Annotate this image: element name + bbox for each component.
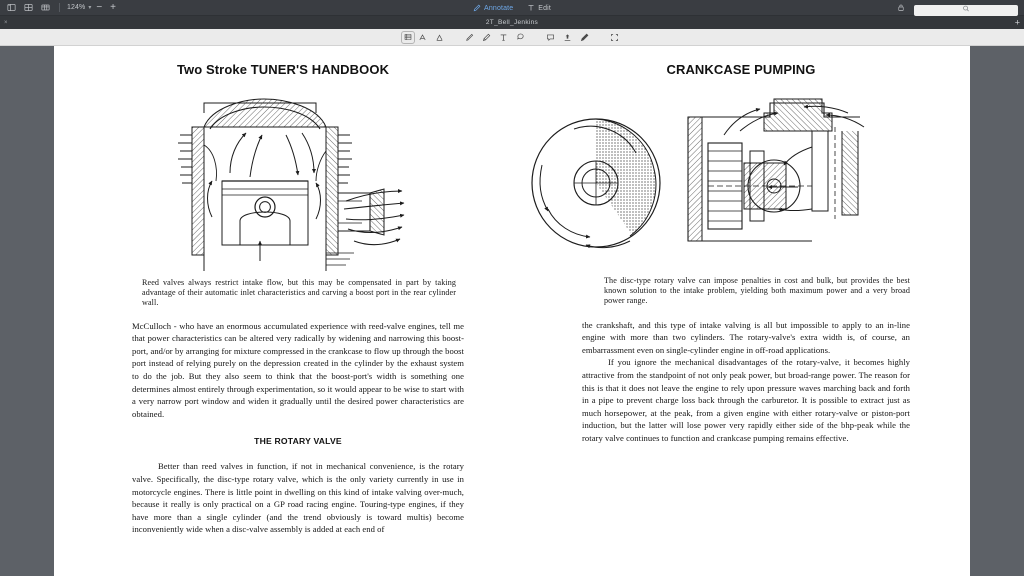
- pen-icon[interactable]: [461, 30, 478, 44]
- paragraph: the crankshaft, and this type of intake valving is all but impossible to apply to an in-line engine with more than two cylinders. The rotary-valve's extra width is, of course, an embarrassment even on single-cylinder engine in off-road applications.: [582, 319, 910, 355]
- highlighter-pen-icon[interactable]: [478, 30, 495, 44]
- grid-view-icon[interactable]: [21, 1, 36, 14]
- sidebar-toggle-icon[interactable]: [4, 1, 19, 14]
- document-canvas[interactable]: [0, 46, 1024, 576]
- page-spread: [54, 46, 970, 576]
- close-icon[interactable]: ×: [4, 19, 8, 26]
- shape-icon[interactable]: [512, 30, 529, 44]
- paragraph: McCulloch - who have an enormous accumulated experience with reed-valve engines, tell me that power characteristics can be altered very radically by widening and narrowing this boost-port, and/or by arranging for mixture compressed in the crankcase to flow up through the boost port instead of relying purely on the depression created in the cylinder by the exhaust system to do the job. But they also seem to think that the boost-port's width is something one determines almost entirely through experimentation, so it would appear to be wise to start with a very narrow port window and widen it gradually until the desired power characteristics are obtained.: [132, 320, 464, 419]
- document-tab-strip: [0, 16, 1024, 29]
- marker-icon[interactable]: [576, 30, 593, 44]
- tab-annotate[interactable]: [473, 4, 513, 12]
- share-lock-icon[interactable]: [893, 1, 908, 14]
- page-right-text-column: [512, 276, 970, 445]
- mode-tabs: [0, 0, 1024, 16]
- signature-icon[interactable]: [559, 30, 576, 44]
- page-right-header: CRANKCASE PUMPING: [666, 62, 816, 77]
- paragraph: If you ignore the mechanical disadvantages of the rotary-valve, it becomes highly attractive from the standpoint of not only peak power, but broad-range power. The reason for this is that it does not leave the engine to rely upon pressure waves marching back and forth in a pipe to prevent charge loss back through the carburetor. It is possible to extract just as much horsepower, at the peak, from a given engine with either rotary-valve or piston-port induction, but the latter will lose power very rapidly either side of the bhp-peak while the rotary valve continues to function and crankcase pumping remains effective.: [582, 357, 910, 443]
- search-field-wrapper: [914, 0, 1018, 17]
- note-comment-icon[interactable]: [542, 30, 559, 44]
- zoom-level-dropdown[interactable]: [66, 1, 91, 14]
- zoom-level-label: 124%: [67, 4, 86, 11]
- titlebar-right-group: [893, 0, 1024, 17]
- underline-text-icon[interactable]: [414, 30, 431, 44]
- fullscreen-icon[interactable]: [606, 30, 623, 44]
- figure-rotary-valve-crankcase: [512, 91, 970, 276]
- tab-edit[interactable]: [527, 4, 551, 12]
- page-left-header: Two Stroke TUNER'S HANDBOOK: [176, 62, 390, 77]
- search-input[interactable]: [914, 5, 1018, 16]
- strikethrough-text-icon[interactable]: [431, 30, 448, 44]
- window-titlebar: [0, 0, 1024, 16]
- tab-annotate-label: Annotate: [484, 4, 514, 12]
- annotation-toolbar: [0, 29, 1024, 46]
- text-cursor-icon: [527, 4, 535, 12]
- page-left[interactable]: [54, 46, 512, 576]
- two-page-view-icon[interactable]: [38, 1, 53, 14]
- chevron-down-icon: ▾: [88, 5, 92, 11]
- paragraph: Better than reed valves in function, if not in mechanical convenience, is the rotary valve. Specifically, the disc-type rotary valve, which is the only variety currently in use in motorcycle engines. There is little point in dwelling on this kind of intake valving over-much, because it really is only practical on a GP road racing engine. Touring-type engines, if they have more than a single cylinder (and the trend obviously is toward multis) become inconveniently wide when a disc-valve assembly is added at each end of: [132, 461, 464, 535]
- view-controls-group: [0, 1, 119, 14]
- figure-reed-valve-cylinder: [54, 85, 512, 278]
- text-box-icon[interactable]: [495, 30, 512, 44]
- figure-caption-right: The disc-type rotary valve can impose penalties in cost and bulk, but provides the best known solution to the intake problem, yielding both maximum power and a very broad power range.: [604, 276, 910, 306]
- document-title[interactable]: 2T_Bell_Jenkins: [485, 19, 539, 26]
- page-right[interactable]: [512, 46, 970, 576]
- toolbar-divider: [59, 3, 60, 12]
- zoom-out-button[interactable]: −: [96, 1, 103, 13]
- section-heading: THE ROTARY VALVE: [254, 436, 342, 447]
- pencil-icon: [473, 4, 481, 12]
- figure-caption-left: Reed valves always restrict intake flow, but this may be compensated in part by taking advantage of their automatic inlet characteristics and carving a boost port in the rear cylinder wall.: [142, 278, 456, 308]
- new-tab-button[interactable]: +: [1014, 17, 1020, 27]
- highlight-text-icon[interactable]: [402, 32, 414, 43]
- tab-edit-label: Edit: [538, 4, 551, 12]
- page-left-text-column: [54, 278, 512, 536]
- zoom-in-button[interactable]: +: [110, 1, 117, 13]
